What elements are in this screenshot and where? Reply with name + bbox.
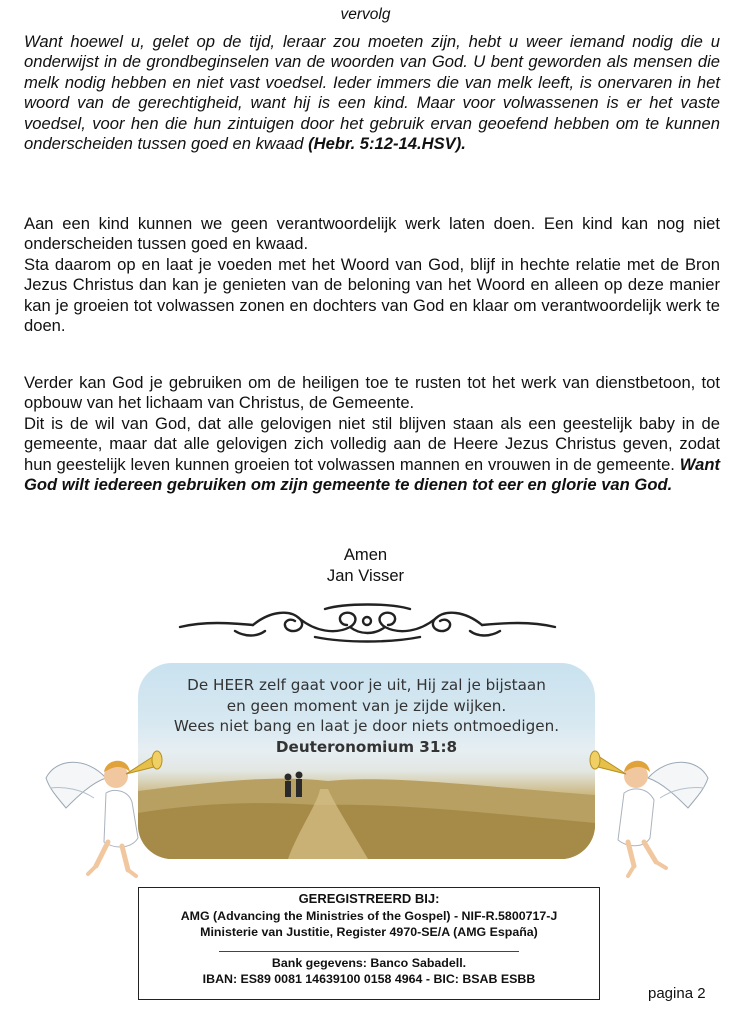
page-number: pagina 2 <box>648 985 706 1002</box>
trumpet-angel-icon <box>578 738 718 888</box>
registration-line: AMG (Advancing the Ministries of the Gospel) - NIF-R.5800717-J <box>180 908 558 923</box>
registration-title: GEREGISTREERD BIJ: <box>298 891 440 906</box>
scripture-reference: (Hebr. 5:12-14.HSV). <box>308 134 466 154</box>
verse-line: De HEER zelf gaat voor je uit, Hij zal je bijstaan <box>187 676 546 694</box>
trumpet-angel-icon <box>36 738 176 888</box>
iban-bic: IBAN: ES89 0081 14639100 0158 4964 - BIC: BSAB ESBB <box>202 972 536 986</box>
verse-text <box>138 675 595 757</box>
scripture-text: Want hoewel u, gelet op de tijd, leraar zou moeten zijn, hebt u weer iemand nodig die u onderwijst in de grondbeginselen van de woorden van God. U bent geworden als mensen die melk nodig hebben en niet vast voedsel. Ieder immers die van melk leeft, is onervaren in het woord van de gerechtigheid, want hij is een kind. Maar voor volwassenen is er het vaste voedsel, voor hen die hun zintuigen door het gebruik ervan geoefend hebben om te kunnen onderscheiden tussen goed en kwaad <box>24 32 720 154</box>
paragraph: Dit is de wil van God, dat alle gelovigen niet stil blijven staan als een geestelijk baby in de gemeente, maar dat alle gelovigen zich volledig aan de Heere Jezus Christus geven, zodat hun geestelijk leven kunnen groeien tot volwassen mannen en vrouwen in de gemeente. <box>24 413 720 474</box>
paragraph: Sta daarom op en laat je voeden met het Woord van God, blijf in hechte relatie met de Bron Jezus Christus dan kan je genieten van de beloning van het Woord en alleen op deze manier kan je groeien tot volwassen zonen en dochters van God en klaar om verantwoordelijk werk te doen. <box>24 254 720 336</box>
registration-box <box>138 887 600 1000</box>
closing-word: Amen <box>343 545 388 564</box>
emphasis-text: Want God wilt iedereen gebruiken om zijn gemeente te dienen tot eer en glorie van God. <box>24 454 720 495</box>
bible-verse-card <box>138 663 595 859</box>
verse-line: en geen moment van je zijde wijken. <box>226 696 507 715</box>
paragraph-block-3 <box>24 373 720 495</box>
divider <box>219 951 519 952</box>
flourish-divider-icon <box>175 601 560 643</box>
scripture-quote-block <box>24 32 720 154</box>
continuation-label: vervolg <box>340 6 391 23</box>
author-name: Jan Visser <box>326 565 405 585</box>
signature <box>0 545 731 586</box>
bank-details: Bank gegevens: Banco Sabadell. <box>271 955 467 970</box>
paragraph-block-2 <box>24 214 720 336</box>
registration-line: Ministerie van Justitie, Register 4970-SE/A (AMG España) <box>200 925 538 939</box>
verse-line: Wees niet bang en laat je door niets ontmoedigen. <box>173 717 560 735</box>
paragraph: Verder kan God je gebruiken om de heiligen toe te rusten tot het werk van dienstbetoon, tot opbouw van het lichaam van Christus, de Gemeente. <box>24 373 720 413</box>
verse-reference: Deuteronomium 31:8 <box>275 737 458 756</box>
paragraph: Aan een kind kunnen we geen verantwoordelijk werk laten doen. Een kind kan nog niet onderscheiden tussen goed en kwaad. <box>24 214 720 254</box>
